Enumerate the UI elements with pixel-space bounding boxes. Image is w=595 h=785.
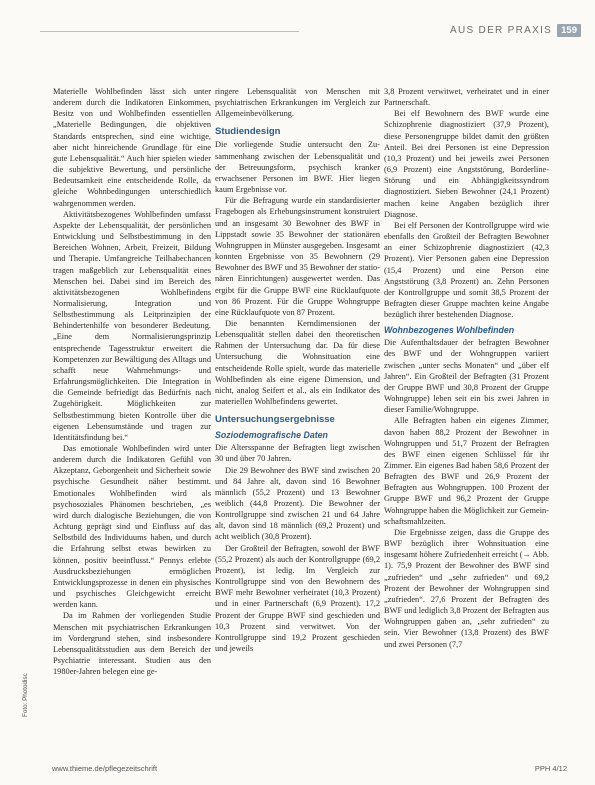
running-header (450, 24, 581, 37)
section-heading-ergebnisse: Untersuchungsergebnisse (215, 414, 335, 426)
page-number-badge: 159 (557, 24, 581, 37)
paragraph: 3,8 Prozent verwitwet, verheiratet und in einer Partnerschaft. (384, 87, 549, 108)
text-column-1 (53, 86, 211, 677)
section-heading-studiendesign: Studiendesign (215, 126, 281, 138)
paragraph: Die Altersspanne der Befragten liegt zwischen 30 und über 70 Jahren. (215, 443, 380, 464)
subheading-soziodemografie: Soziodemografische Daten (215, 430, 328, 441)
paragraph: Die benannten Kerndimensionen der Lebensqualität stellen dabei den theoretischen Rahmen der Untersuchung dar. Da für diese Untersuchung die Wohnsituation eine entscheidende Rolle spielt, wurde das materielle Wohlbefinden als eine eigene Dimension, und nicht, analog Seifert et al., als ein Indikator des materiellen Wohlbefindens gewertet. (215, 318, 380, 407)
paragraph: Für die Befragung wurde ein standardisierter Fragebogen als Erhebungsinstrument konstruiert und an insgesamt 30 Bewohner des BWF in Lippstadt sowie 35 Bewohner der stationären Wohngruppen in Münster ausgegeben. Insgesamt konnten Ergebnisse von 35 Bewohnern (29 Bewohner des BWF und 35 Bewohner der stationären Einrichtungen) ausgewertet werden. Das ergibt für die Gruppe BWF eine Rücklaufquote von 86 Prozent. Für die Gruppe Wohngruppe eine Rücklaufquote von 87 Prozent. (215, 196, 380, 317)
top-rule (40, 31, 299, 32)
text-column-3 (384, 86, 549, 650)
paragraph: Die 29 Bewohner des BWF sind zwischen 20 und 84 Jahre alt, davon sind 16 Bewohner männlich (55,2 Prozent) und 13 Bewohner weiblich (44,8 Prozent). Die Bewohner der Kontrollgruppe sind zwischen 21 und 64 Jahre alt, davon sind 18 männlich (69,2 Prozent) und acht weiblich (30,8 Prozent). (215, 465, 380, 542)
footer-url: www.thieme.de/pflegezeitschrift (52, 764, 158, 773)
section-title: AUS DER PRAXIS (450, 25, 553, 36)
paragraph: Der Großteil der Befragten, sowohl der BWF (55,2 Prozent) als auch der Kontrollgruppe (69,2 Prozent), ist ledig. Im Vergleich zur Kontrollgruppe sind von den Bewohnern des BWF mehr Bewohner verheiratet (10,3 Prozent) und in einer Partnerschaft (6,9 Prozent). 17,2 Prozent der Gruppe BWF sind geschieden und 10,3 Prozent sind verwitwet. Von der Kontrollgruppe sind 19,2 Prozent geschieden und jeweils (215, 543, 380, 654)
paragraph: Alle Befragten haben ein eigenes Zimmer, davon haben 88,2 Prozent der Bewohner in Wohngruppen und 51,7 Prozent der Befragten des BWF einen eigenen Schlüssel für ihr Zimmer. Ein eigenes Bad haben 58,6 Prozent der Befragten des BWF und 26,9 Prozent der Befragten aus Wohngruppen. 100 Prozent der Gruppe BWF und 96,2 Prozent der Gruppe Wohngruppe haben die Möglichkeit zur Gemeinschaftsmahlzeiten. (384, 416, 549, 526)
photo-credit: Foto: Photodisc (22, 673, 29, 717)
paragraph: Materielle Wohlbefinden lässt sich unter anderem durch die Indikatoren Einkommen, Besitz von und Wohlbefinden essentiellen „Materielle Bedingungen, die objektiven Standards entsprechen, sind eine wichtige, aber nicht hinreichende Grundlage für eine gute Lebensqualität.“ Auch hier spielen wieder die subjektive Bewertung, und persönliche Bedeutsamkeit eine entscheidende Rolle, da gleiche Wohnbedingungen unterschiedlich wahrgenommen werden. (53, 87, 211, 208)
paragraph: Aktivitätsbezogenes Wohlbefinden umfasst Aspekte der Lebensqualität, der persönlichen Entwicklung und Selbstbestimmung in den Bereichen Wohnen, Arbeit, Freizeit, Bildung und Therapie. Umfangreiche Teilhabechancen tragen maßgeblich zur Lebensqualität eines Menschen bei. Dabei sind im Bereich des aktivitätsbezogenen Wohlbefindens Normalisierung, Integration und Selbstbestimmung als Leitprinzipien der Behindertenhilfe von besonderer Bedeutung. „Eine dem Normalisierungsprinzip entsprechende Tagesstruktur erweitert die Kompetenzen zur Bewältigung des Alltags und schafft neue Wahrnehmungs- und Erfahrungsmöglichkeiten. Die Integration in die Gemeinde befriedigt das Bedürfnis nach Zugehörigkeit. Möglichkeiten zur Selbstbestimmung bieten Kontrolle über die eigenen Lebensumstände und tragen zur Identitätsfindung bei.“ (53, 209, 211, 442)
paragraph: Bei elf Personen der Kontrollgruppe wird wie ebenfalls den Großteil der Befragten Bewohner an einer Schizophrenie diagnostiziert (42,3 Prozent). Vier Personen gaben eine Depression (15,4 Prozent) und eine Person eine Angststörung (3,8 Prozent) an. Zehn Personen der Kontrollgruppe und somit 38,5 Prozent der Befragten dieser Gruppe machten keine Angabe bezüglich ihrer bestehenden Diagnose. (384, 220, 549, 320)
text-column-2 (215, 86, 380, 654)
paragraph: Die vorliegende Studie untersucht den Zusammenhang zwischen der Lebensqualität und der Betreuungsform, psychisch kranker erwachsener Personen im BWF. Hier liegen kaum Ergebnisse vor. (215, 140, 380, 195)
paragraph: Da im Rahmen der vorliegenden Studie Menschen mit psychiatrischen Erkrankungen im Vordergrund stehen, sind insbesondere Lebensqualitätsstudien aus dem Bereich der Psychiatrie interessant. Studien aus den 1980er-Jahren belegen eine ge- (53, 611, 211, 677)
paragraph: Die Aufenthaltsdauer der befragten Bewohner des BWF und der Wohngruppen variiert zwischen „unter sechs Monaten“ und „über elf Jahren“. Ein Großteil der Befragten (31 Prozent der Gruppe BWF und 30,8 Prozent der Gruppe Wohngruppe) leben seit ein bis zwei Jahren in dieser Familie/Wohngruppe. (384, 338, 549, 415)
paragraph: Bei elf Bewohnern des BWF wurde eine Schizophrenie diagnostiziert (37,9 Prozent), diese Personengruppe bildet damit den größten Anteil. Bei drei Personen ist eine Depression (10,3 Prozent) und bei jeweils zwei Personen (6,9 Prozent) eine Angststörung, Borderline-Störung und ein Abhängigkeitssyndrom diagnostiziert. Sieben Bewohner (24,1 Prozent) machen keine Angaben bezüglich ihrer Diagnose. (384, 109, 549, 219)
subheading-wohnbezogen: Wohnbezogenes Wohlbefinden (384, 325, 515, 336)
paragraph: Das emotionale Wohlbefinden wird unter anderem durch die Indikatoren Gefühl von Akzeptanz, Geborgenheit und Sicherheit sowie psychische Gesundheit näher bestimmt. Emotionales Wohlbefinden wird als psychosoziales Phänomen beschrieben, „es wird durch dialogische Beziehungen, die von Achtung geprägt sind und Einfluss auf das Selbstbild des Individuums haben, und durch die Erfahrung selbst etwas bewirken zu können, positiv beeinflusst.“ Pennys erlebte Ausdrucksbeziehungen ermöglichen Entwicklungsprozesse in denen ein physisches und psychisches Gleichgewicht erreicht werden kann. (53, 444, 211, 610)
paragraph: Die Ergebnisse zeigen, dass die Gruppe des BWF bezüglich ihrer Wohnsituation eine insgesamt höhere Zufriedenheit erreicht (→ Abb. 1). 75,9 Prozent der Bewohner des BWF sind „zufrieden“ und „sehr zufrieden“ und 69,2 Prozent der Bewohner der Wohngruppen sind „zufrieden“. 27,6 Prozent der Befragten des BWF und lediglich 3,8 Prozent der Befragten aus Wohngruppen gaben an, „sehr zufrieden“ zu sein. Vier Bewohner (13,8 Prozent) des BWF und zwei Personen (7,7 (384, 527, 549, 649)
footer-issue: PPH 4/12 (534, 764, 567, 773)
paragraph: ringere Lebensqualität von Menschen mit psychiatrischen Erkrankungen im Vergleich zur Allgemeinbevölkerung. (215, 87, 380, 119)
